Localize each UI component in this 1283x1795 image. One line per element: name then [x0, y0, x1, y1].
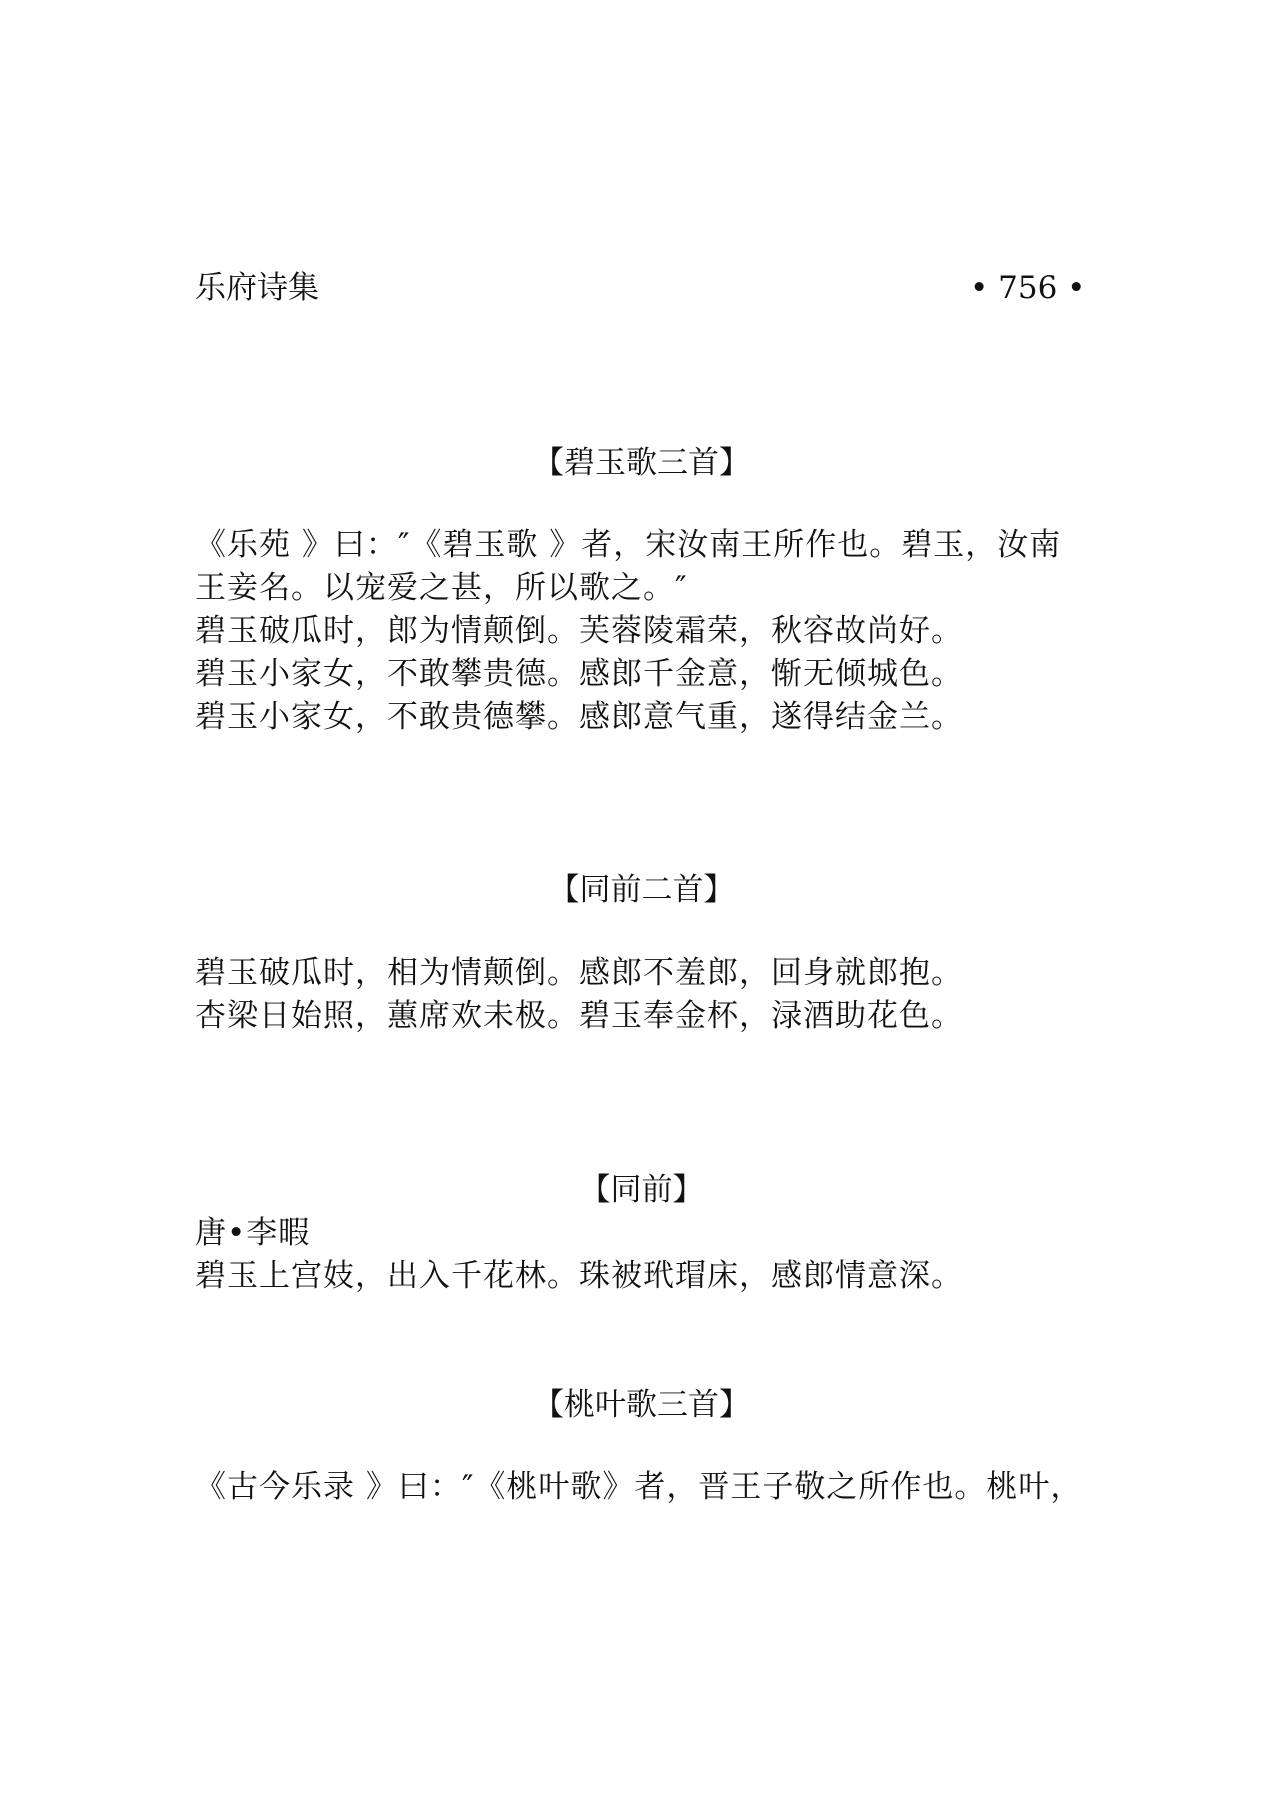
poem-line: 碧玉破瓜时，郎为情颠倒。芙蓉陵霜荣，秋容故尚好。 [195, 613, 963, 649]
preface-line: 王妾名。以宠爱之甚，所以歌之。″ [195, 570, 688, 606]
preface-line: 《古今乐录 》曰：″《桃叶歌》者，晋王子敬之所作也。桃叶， [195, 1469, 1083, 1505]
section-title: 【碧玉歌三首】 [533, 445, 750, 481]
page-number: • 756 • [970, 270, 1086, 306]
poem-line: 碧玉小家女，不敢攀贵德。感郎千金意，惭无倾城色。 [195, 656, 963, 692]
author-line: 唐•李暇 [195, 1215, 311, 1251]
poem-line: 碧玉破瓜时，相为情颠倒。感郎不羞郎，回身就郎抱。 [195, 955, 963, 991]
preface-line: 《乐苑 》曰：″《碧玉歌 》者，宋汝南王所作也。碧玉，汝南 [195, 527, 1062, 563]
poem-line: 杏梁日始照，蕙席欢未极。碧玉奉金杯，渌酒助花色。 [195, 998, 963, 1034]
section-title: 【桃叶歌三首】 [533, 1387, 750, 1423]
section-title: 【同前二首】 [548, 872, 735, 908]
section-title: 【同前】 [579, 1172, 704, 1208]
poem-line: 碧玉小家女，不敢贵德攀。感郎意气重，遂得结金兰。 [195, 699, 963, 735]
poem-line: 碧玉上宫妓，出入千花林。珠被玳瑁床，感郎情意深。 [195, 1258, 963, 1294]
book-title: 乐府诗集 [195, 270, 319, 306]
